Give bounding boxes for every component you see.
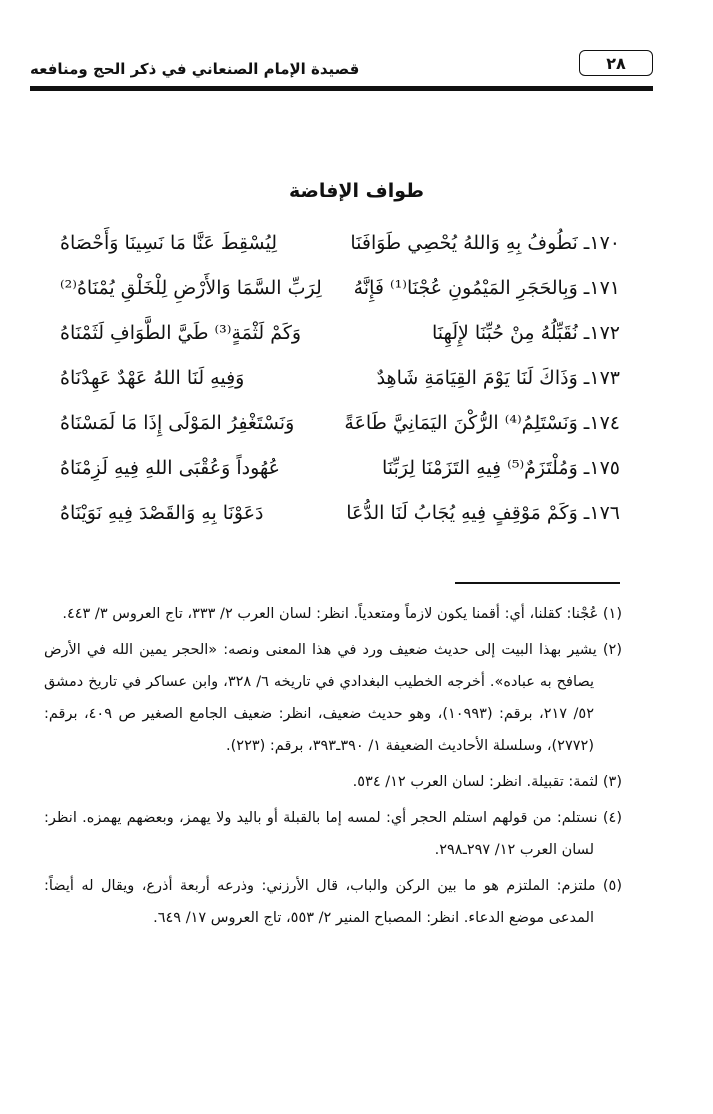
footnote-1: (١) عُجْنا: كقلنا، أي: أقمنا يكون لازماً ومتعدياً. انظر: لسان العرب ٢/ ٣٣٣، تاج العروس ٣/ ٤٤٣.	[62, 606, 622, 622]
running-title: قصيدة الإمام الصنعاني في ذكر الحج ومنافعه	[30, 60, 360, 78]
verse-second-hemistich: لِرَبِّ السَّمَا وَالأَرْضِ لِلْخَلْقِ يُمْنَاهُ⁽²⁾	[60, 277, 322, 299]
footnote-5: (٥) ملتزم: الملتزم هو ما بين الركن والباب، قال الأرزني: وذرعه أربعة أذرع، ويقال له أيضاً: المدعى موضع الدعاء. انظر: المصباح المنير ٢/ ٥٥٣، تاج العروس ١٧/ ٦٤٩.	[44, 878, 622, 926]
verse-row	[60, 404, 620, 449]
verse-first-hemistich: ١٧٤ـ وَنَسْتَلِمُ⁽⁴⁾ الرُّكْنَ اليَمَانِيَّ طَاعَةً	[344, 412, 620, 434]
verse-second-hemistich: لِيُسْقِطَ عَنَّا مَا نَسِينَا وَأَحْصَاهُ	[60, 232, 278, 254]
verse-second-hemistich: وَنَسْتَغْفِرُ المَوْلَى إِذَا مَا لَمَسْنَاهُ	[60, 412, 295, 434]
footnote-3: (٣) لثمة: تقبيلة. انظر: لسان العرب ١٢/ ٥٣٤.	[352, 774, 622, 790]
header-rule	[30, 86, 653, 91]
verse-row	[60, 269, 620, 314]
verse-row	[60, 314, 620, 359]
verse-first-hemistich: ١٧٣ـ وَذَاكَ لَنَا يَوْمَ القِيَامَةِ شَاهِدٌ	[376, 367, 620, 389]
footnote-separator	[455, 582, 620, 584]
verse-row	[60, 359, 620, 404]
footnote-4: (٤) نستلم: من قولهم استلم الحجر أي: لمسه إما بالقبلة أو باليد ولا يهمز، وبعضهم يهمزه. انظر: لسان العرب ١٢/ ٢٩٧ـ٢٩٨.	[44, 810, 622, 858]
verse-second-hemistich: دَعَوْنَا بِهِ وَالقَصْدَ فِيهِ نَوَيْنَاهُ	[60, 502, 264, 524]
section-title: طواف الإفاضة	[288, 180, 425, 202]
verse-list	[60, 224, 620, 539]
footnote-2: (٢) يشير بهذا البيت إلى حديث ضعيف ورد في هذا المعنى ونصه: «الحجر يمين الله في الأرض يصافح به عباده». أخرجه الخطيب البغدادي في تاريخه ٦/ ٣٢٨، وابن عساكر في تاريخ دمشق ٥٢/ ٢١٧، برقم: (١٠٩٩٣)، وهو حديث ضعيف، انظر: ضعيف الجامع الصغير ص ٤٠٩، برقم: (٢٧٧٢)، وسلسلة الأحاديث الضعيفة ١/ ٣٩٠ـ٣٩٣، برقم: (٢٢٣).	[44, 642, 622, 754]
verse-first-hemistich: ١٧٦ـ وَكَمْ مَوْقِفٍ فِيهِ يُجَابُ لَنَا الدُّعَا	[346, 502, 620, 524]
verse-first-hemistich: ١٧٠ـ نَطُوفُ بِهِ وَاللهُ يُحْصِي طَوَافَنَا	[350, 232, 620, 254]
verse-second-hemistich: وَفِيهِ لَنَا اللهُ عَهْدٌ عَهِدْنَاهُ	[60, 367, 245, 389]
verse-first-hemistich: ١٧٢ـ نُقَبِّلُهُ مِنْ حُبِّنَا لإِلَهِنَا	[431, 322, 620, 344]
verse-row	[60, 494, 620, 539]
page-number: ٢٨	[579, 50, 653, 76]
footnotes	[44, 598, 622, 938]
verse-first-hemistich: ١٧١ـ وَبِالحَجَرِ المَيْمُونِ عُجْنَا⁽¹⁾ فَإِنَّهُ	[353, 277, 620, 299]
verse-second-hemistich: عُهُوداً وَعُقْبَى اللهِ فِيهِ لَزِمْنَاهُ	[60, 457, 280, 479]
verse-row	[60, 449, 620, 494]
verse-row	[60, 224, 620, 269]
verse-first-hemistich: ١٧٥ـ وَمُلْتَزَمٌ⁽⁵⁾ فِيهِ التَزَمْنَا لِرَبِّنَا	[381, 457, 620, 479]
page-header	[30, 46, 653, 86]
verse-second-hemistich: وَكَمْ لَثْمَةٍ⁽³⁾ طَيَّ الطَّوَافِ لَثَمْنَاهُ	[60, 322, 302, 344]
